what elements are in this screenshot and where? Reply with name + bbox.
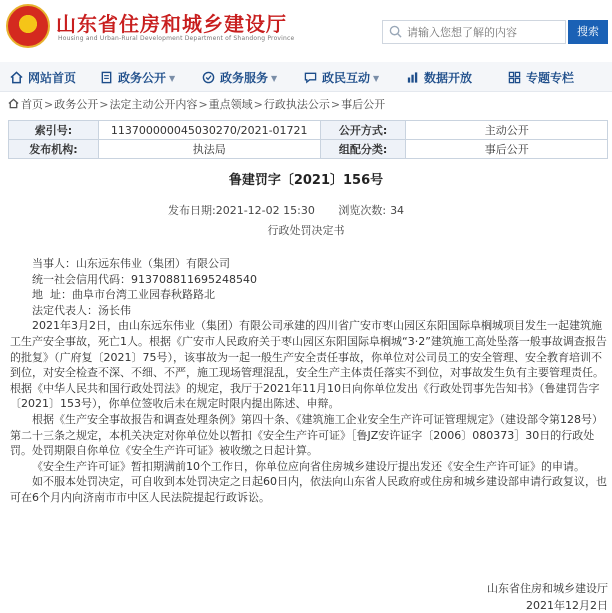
service-icon xyxy=(202,71,215,84)
document-icon xyxy=(100,71,113,84)
document-kind: 行政处罚决定书 xyxy=(267,224,345,237)
breadcrumb-separator: > xyxy=(44,98,54,111)
body-paragraph: 2021年3月2日，由山东远东伟业（集团）有限公司承建的四川省广安市枣山园区东阳国际阜榈城项目发生一起建筑施工生产安全事故，死亡1人。根据《广安市人民政府关于枣山园区东阳国际阜榈城“3·2”建筑施工高处坠落一般事故调查报告的批复》（广府复〔2021〕75号），该事故为一起一般生产安全责任事故，你单位对公司员工的安全管理、安全教育培训不到位，对安全检查不深、不细、不严，施工现场管理混乱，安全生产主体责任落实不到位，对事故发生负有主要管理责任。 xyxy=(10,319,607,380)
home-icon xyxy=(10,71,23,84)
credit-code-line: 统一社会信用代码：913708811695248540 xyxy=(32,272,257,286)
table-row xyxy=(9,140,608,159)
table-row xyxy=(9,121,608,140)
chat-icon xyxy=(304,71,317,84)
home-icon xyxy=(8,98,19,109)
nav-label: 政务服务 xyxy=(220,71,269,85)
national-emblem-icon[interactable]: ★ xyxy=(6,4,50,48)
address-line: 地 址：曲阜市台湾工业园春秋路路北 xyxy=(32,288,215,302)
nav-item-gov-open[interactable] xyxy=(100,69,175,87)
index-value: 113700000045030270/2021-01721 xyxy=(98,121,320,140)
nav-item-home[interactable] xyxy=(10,69,76,87)
nav-item-gov-service[interactable] xyxy=(202,69,277,87)
data-icon xyxy=(406,71,419,84)
search-icon xyxy=(389,25,402,38)
document-meta xyxy=(168,202,414,218)
breadcrumb-separator: > xyxy=(99,98,109,111)
breadcrumb-link-enforcement[interactable]: 行政执法公示 xyxy=(263,98,330,111)
body-paragraph: 《安全生产许可证》暂扣期满前10个工作日，你单位应向省住房城乡建设厅提出发还《安全生产许可证》的申请。 xyxy=(32,459,585,473)
search-input[interactable] xyxy=(407,23,561,41)
party-line: 当事人：山东远东伟业（集团）有限公司 xyxy=(32,257,230,270)
nav-label: 网站首页 xyxy=(28,71,77,85)
breadcrumb xyxy=(8,96,385,112)
nav-label: 数据开放 xyxy=(424,71,473,85)
method-value: 主动公开 xyxy=(406,121,608,140)
issue-date: 2021年12月2日 xyxy=(526,599,608,612)
chevron-down-icon: ▼ xyxy=(373,74,380,83)
breadcrumb-separator: > xyxy=(198,98,208,111)
main-nav xyxy=(0,62,612,92)
site-title[interactable]: 山东省住房和城乡建设厅 xyxy=(56,12,287,36)
search-button[interactable]: 搜索 xyxy=(568,20,608,44)
issuing-authority: 山东省住房和城乡建设厅 xyxy=(487,582,608,595)
nav-label: 政民互动 xyxy=(322,71,371,85)
index-label: 索引号: xyxy=(9,121,99,140)
document-body xyxy=(10,256,608,506)
nav-item-interaction[interactable] xyxy=(304,69,379,87)
body-paragraph: 根据《中华人民共和国行政处罚法》的规定，我厅于2021年11月10日向你单位发出《行政处罚事先告知书》（鲁建罚告字〔2021〕153号），你单位签收后未在规定时限内提出陈述、申辩。 xyxy=(10,381,600,411)
breadcrumb-link-gov-open[interactable]: 政务公开 xyxy=(54,98,99,111)
category-label: 组配分类: xyxy=(320,140,406,159)
breadcrumb-separator: > xyxy=(253,98,263,111)
document-info-table xyxy=(8,120,608,159)
breadcrumb-link-statutory[interactable]: 法定主动公开内容 xyxy=(109,98,198,111)
document-number: 鲁建罚字〔2021〕156号 xyxy=(228,173,384,188)
publish-date: 发布日期:2021-12-02 15:30 xyxy=(168,204,315,217)
nav-item-open-data[interactable] xyxy=(406,69,472,87)
chevron-down-icon: ▼ xyxy=(271,74,278,83)
views-label: 浏览次数: xyxy=(338,204,387,217)
nav-item-topics[interactable] xyxy=(508,69,574,87)
breadcrumb-link-key-areas[interactable]: 重点领域 xyxy=(208,98,253,111)
breadcrumb-link-home[interactable]: 首页 xyxy=(21,98,43,111)
nav-label: 政务公开 xyxy=(118,71,167,85)
org-label: 发布机构: xyxy=(9,140,99,159)
category-value: 事后公开 xyxy=(406,140,608,159)
breadcrumb-link-post-disclosure[interactable]: 事后公开 xyxy=(341,98,386,111)
legal-rep-line: 法定代表人：汤长伟 xyxy=(32,303,131,317)
topic-icon xyxy=(508,71,521,84)
site-header xyxy=(0,0,612,60)
site-subtitle: Housing and Urban-Rural Development Department of Shandong Province xyxy=(58,35,295,42)
breadcrumb-separator: > xyxy=(330,98,341,111)
chevron-down-icon: ▼ xyxy=(169,74,176,83)
body-paragraph: 根据《生产安全事故报告和调查处理条例》第四十条、《建筑施工企业安全生产许可证管理规定》（建设部令第128号）第二十三条之规定，本机关决定对你单位处以暂扣《安全生产许可证》［鲁JZ安许证字〔2006〕080373］30日的行政处罚。处罚期限自你单位《安全生产许可证》被收缴之日起计算。 xyxy=(10,412,603,458)
search-box xyxy=(382,20,566,44)
org-value: 执法局 xyxy=(98,140,320,159)
method-label: 公开方式: xyxy=(320,121,406,140)
views-count: 34 xyxy=(390,204,405,217)
body-paragraph: 如不服本处罚决定，可自收到本处罚决定之日起60日内，依法向山东省人民政府或住房和城乡建设部申请行政复议，也可在6个月内向济南市市中区人民法院提起行政诉讼。 xyxy=(10,475,607,504)
nav-label: 专题专栏 xyxy=(526,71,575,85)
